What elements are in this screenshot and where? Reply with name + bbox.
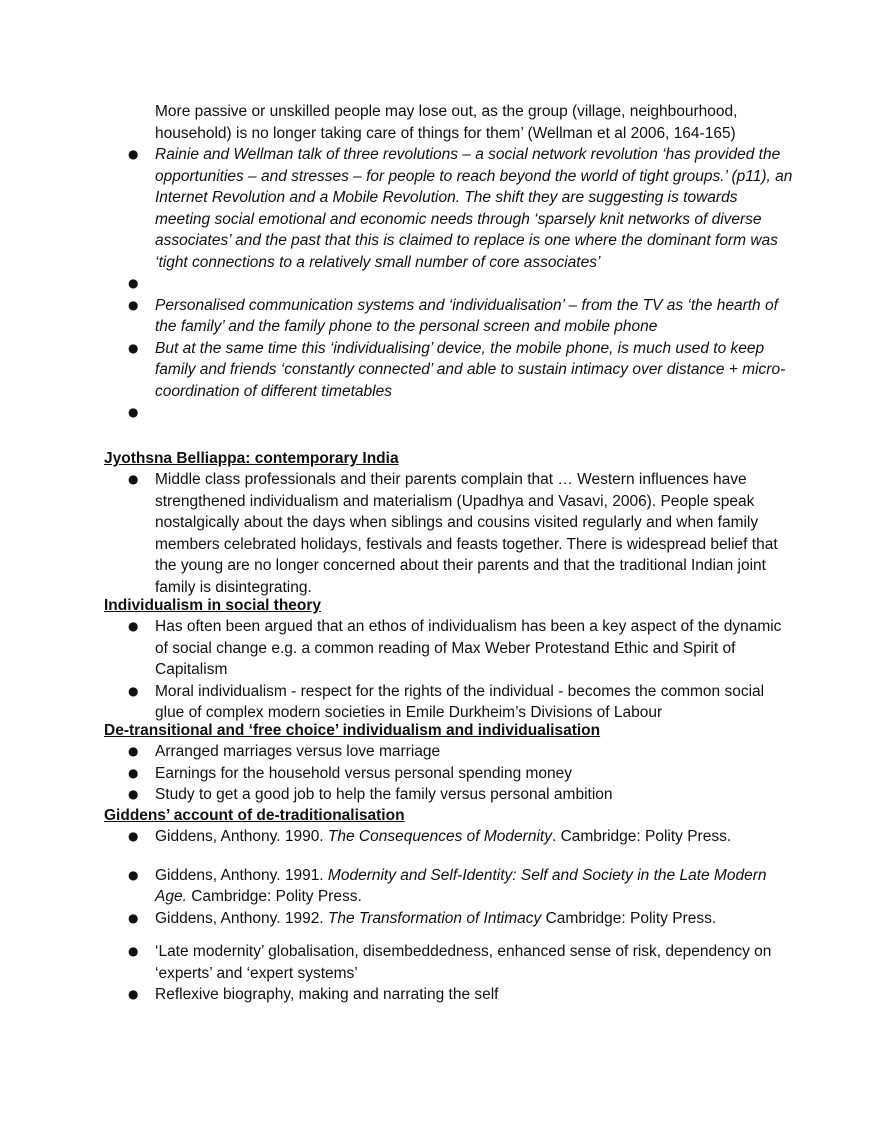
list-item-text: Study to get a good job to help the family versus personal ambition [155, 786, 613, 803]
continuation-paragraph: More passive or unskilled people may lose out, as the group (village, neighbourhood, household) is no longer taking care of things for them’ (Wellman et al 2006, 164-165) [155, 103, 738, 142]
reference-item [0, 865, 795, 908]
section-list [0, 616, 880, 724]
list-item-text: Personalised communication systems and ‘individualisation’ – from the TV as ‘the hearth of the family’ and the family phone to the personal screen and mobile phone [155, 296, 778, 335]
bullet-icon: ● [128, 744, 139, 758]
list-item-text: Arranged marriages versus love marriage [155, 743, 441, 760]
list-item [0, 941, 795, 984]
reference-publisher: . Cambridge: Polity Press. [551, 828, 732, 845]
list-item-text: Reflexive biography, making and narrating the self [155, 986, 499, 1003]
bullet-icon: ● [128, 787, 139, 801]
section-heading: Jyothsna Belliappa: contemporary India [104, 450, 399, 467]
reference-publisher: Cambridge: Polity Press. [541, 909, 717, 927]
list-item [0, 469, 795, 598]
bullet-icon: ● [128, 405, 139, 419]
section-list [0, 741, 880, 806]
list-item [0, 144, 795, 273]
list-item-text: Moral individualism - respect for the rights of the individual - becomes the common social glue of complex modern societies in Emile Durkheim’s Divisions of Labour [155, 682, 765, 721]
giddens-list [0, 941, 880, 1006]
section-list [0, 469, 880, 598]
bullet-icon: ● [128, 765, 139, 780]
bullet-icon: ● [128, 910, 139, 925]
list-item [0, 338, 795, 403]
bullet-icon: ● [128, 867, 139, 882]
bullet-icon: ● [128, 829, 139, 843]
list-item-text: Rainie and Wellman talk of three revolutions – a social network revolution ‘has provided the opportunities – and stresses – for people to reach beyond the world of tight groups.’ (p11), an Internet Revolution and a Mobile Revolution. The shift they are suggesting is towards meeting social emotional and economic needs through ‘sparsely knit networks of diverse associates’ and the past that this is claimed to replace is one where the dominant form was ‘tight connections to a relatively small number of core associates’ [155, 146, 793, 271]
section-heading: Individualism in social theory [104, 597, 322, 614]
list-item [0, 402, 795, 424]
reference-item [0, 908, 795, 930]
reference-title: The Transformation of Intimacy [327, 909, 542, 927]
list-item [0, 784, 795, 806]
bullet-icon: ● [128, 147, 139, 161]
list-item [0, 273, 795, 295]
bullet-icon: ● [128, 472, 139, 486]
section-heading: Giddens’ account of de-traditionalisation [104, 807, 405, 824]
bullet-icon: ● [128, 683, 139, 698]
reference-author: Giddens, Anthony. 1990. [155, 828, 328, 845]
list-item [0, 295, 795, 338]
bullet-icon: ● [128, 276, 139, 290]
giddens-references [0, 826, 880, 929]
list-item [0, 616, 795, 681]
list-item [0, 681, 795, 724]
list-item-text: But at the same time this ‘individualising’ device, the mobile phone, is much used to keep family and friends ‘constantly connected’ and able to sustain intimacy over distance + micro-coordination of different timetables [155, 339, 786, 400]
intro-bullet-list [0, 144, 880, 424]
list-item-text: ‘Late modernity’ globalisation, disembeddedness, enhanced sense of risk, dependency on ‘experts’ and ‘expert systems’ [155, 943, 772, 982]
bullet-icon: ● [128, 297, 139, 312]
list-item-text: Earnings for the household versus personal spending money [155, 764, 573, 782]
reference-item [0, 826, 795, 848]
list-item [0, 984, 795, 1006]
list-item-text: Middle class professionals and their parents complain that … Western influences have strengthened individualism and materialism (Upadhya and Vasavi, 2006). People speak nostalgically about the days when siblings and cousins visited regularly and when family members celebrated holidays, festivals and feasts together. There is widespread belief that the young are no longer concerned about their parents and that the traditional Indian joint family is disintegrating. [155, 471, 778, 596]
bullet-icon: ● [128, 987, 139, 1001]
section-heading: De-transitional and ‘free choice’ individualism and individualisation [104, 722, 601, 739]
reference-title: The Consequences of Modernity [327, 828, 552, 845]
bullet-icon: ● [128, 340, 139, 355]
list-item-text: Has often been argued that an ethos of individualism has been a key aspect of the dynamic of social change e.g. a common reading of Max Weber Protestand Ethic and Spirit of Capitalism [155, 618, 782, 678]
list-item [0, 763, 795, 785]
reference-title: Modernity and Self-Identity: Self and Society in the Late Modern Age. [155, 866, 767, 905]
bullet-icon: ● [128, 944, 139, 958]
reference-author: Giddens, Anthony. 1992. [155, 909, 328, 927]
reference-author: Giddens, Anthony. 1991. [155, 866, 328, 884]
reference-publisher: Cambridge: Polity Press. [186, 888, 362, 905]
bullet-icon: ● [128, 619, 139, 633]
list-item [0, 741, 795, 763]
